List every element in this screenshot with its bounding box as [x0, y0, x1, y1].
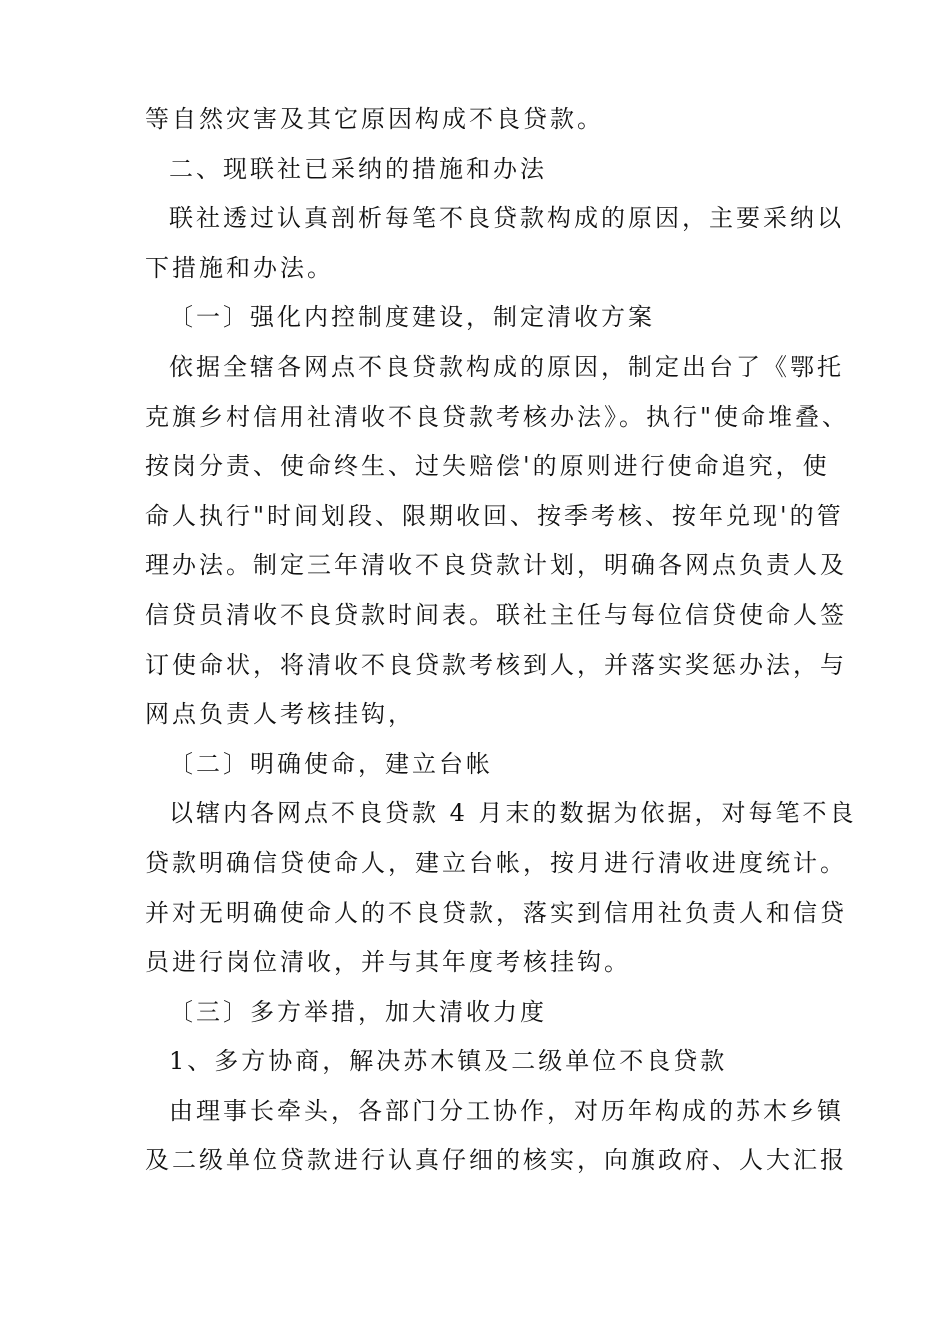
subsection-heading: 〔三〕多方举措，加大清收力度 — [169, 997, 547, 1026]
document-body — [145, 95, 857, 1186]
text-line: 员进行岗位清收，并与其年度考核挂钩。 — [145, 948, 631, 977]
text-line: 以辖内各网点不良贷款 4 月末的数据为依据，对每笔不良 — [169, 799, 857, 828]
text-line: 信贷员清收不良贷款时间表。联社主任与每位信贷使命人签 — [145, 600, 847, 629]
text-line: 命人执行"时间划段、限期收回、按季考核、按年兑现'的管 — [145, 501, 844, 530]
text-line: 依据全辖各网点不良贷款构成的原因，制定出台了《鄂托 — [169, 352, 844, 381]
text-line: 克旗乡村信用社清收不良贷款考核办法》。执行"使命堆叠、 — [145, 402, 850, 431]
numbered-item-heading: 1、多方协商，解决苏木镇及二级单位不良贷款 — [169, 1047, 728, 1076]
text-line: 网点负责人考核挂钩， — [145, 700, 415, 729]
text-line: 下措施和办法。 — [145, 253, 334, 282]
subsection-heading: 〔二〕明确使命，建立台帐 — [169, 749, 493, 778]
text-line: 等自然灾害及其它原因构成不良贷款。 — [145, 105, 604, 133]
text-line: 订使命状，将清收不良贷款考核到人，并落实奖惩办法，与 — [145, 650, 847, 679]
text-line: 按岗分责、使命终生、过失赔偿'的原则进行使命追究，使 — [145, 452, 830, 481]
text-line: 并对无明确使命人的不良贷款，落实到信用社负责人和信贷 — [145, 898, 847, 927]
subsection-heading: 〔一〕强化内控制度建设，制定清收方案 — [169, 303, 655, 332]
section-heading: 二、现联社已采纳的措施和办法 — [169, 154, 547, 183]
text-line: 理办法。制定三年清收不良贷款计划，明确各网点负责人及 — [145, 551, 847, 580]
text-line: 由理事长牵头，各部门分工协作，对历年构成的苏木乡镇 — [169, 1096, 844, 1125]
text-line: 联社透过认真剖析每笔不良贷款构成的原因，主要采纳以 — [169, 204, 844, 233]
text-line: 及二级单位贷款进行认真仔细的核实，向旗政府、人大汇报 — [145, 1146, 847, 1175]
text-line: 贷款明确信贷使命人，建立台帐，按月进行清收进度统计。 — [145, 848, 847, 877]
